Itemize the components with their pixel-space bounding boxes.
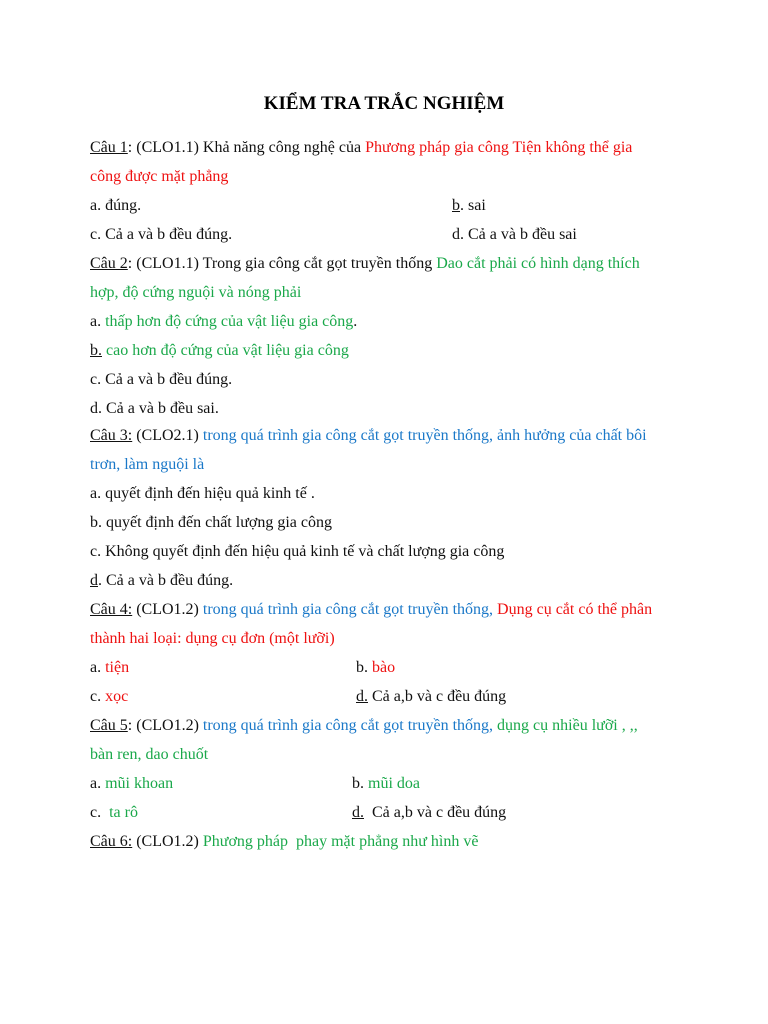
question-4-number: Câu 4: (90, 601, 133, 618)
question-3-clo: (CLO2.1) (132, 427, 203, 444)
question-5-option-c (90, 803, 138, 823)
question-3-option-d (90, 571, 233, 591)
page-title: KIỂM TRA TRẮC NGHIỆM (263, 93, 505, 114)
question-4-text-blue: trong quá trình gia công cắt gọt truyền thống, (202, 601, 498, 618)
question-1-clo: (CLO1.1) Khả năng công nghệ của (132, 139, 366, 156)
question-4-line-2: thành hai loại: dụng cụ đơn (một lưỡi) (90, 630, 335, 647)
question-4-clo: (CLO1.2) (132, 601, 203, 618)
question-2-clo: (CLO1.1) Trong gia công cắt gọt truyền thống (132, 255, 437, 272)
question-5-option-b-prefix: b. (352, 775, 368, 792)
question-1-option-a: a. đúng. (90, 197, 142, 214)
question-1-option-b (452, 196, 486, 216)
question-5-option-d-text: Cả a,b và c đều đúng (364, 804, 507, 821)
question-5-option-b (352, 774, 420, 794)
question-4-option-c-prefix: c. (90, 688, 106, 705)
question-1-option-b-letter: b (452, 197, 460, 214)
question-2-option-b-letter: b. (90, 342, 102, 359)
question-1-option-d: d. Cả a và b đều sai (452, 226, 577, 243)
question-5-line-2: bàn ren, dao chuốt (90, 746, 209, 763)
question-5-clo: (CLO1.2) (132, 717, 203, 734)
question-3-option-c: c. Không quyết định đến hiệu quả kinh tế và chất lượng gia công (90, 543, 505, 560)
question-1-option-b-text: . sai (460, 197, 486, 214)
question-5-option-b-text: mũi doa (368, 775, 420, 792)
question-4-text-red: Dụng cụ cắt có thể phân (497, 601, 653, 618)
question-2-text: Dao cắt phải có hình dạng thích (436, 255, 640, 272)
question-5-option-a (90, 774, 173, 794)
question-2-option-c: c. Cả a và b đều đúng. (90, 371, 233, 388)
question-1-colon: : (127, 139, 133, 156)
question-4-option-a-prefix: a. (90, 659, 106, 676)
question-4-option-c (90, 687, 128, 707)
question-3-option-d-letter: d (90, 572, 98, 589)
question-4-option-b (356, 658, 395, 678)
question-4-option-b-prefix: b. (356, 659, 372, 676)
question-2-option-d: d. Cả a và b đều sai. (90, 400, 219, 417)
question-4-option-a-text: tiện (105, 659, 130, 676)
question-2-line-2: hợp, độ cứng nguội và nóng phải (90, 284, 302, 301)
question-1-text: Phương pháp gia công Tiện không thể gia (365, 139, 633, 156)
question-4-option-d (356, 687, 506, 707)
question-5-option-c-prefix: c. (90, 804, 110, 821)
question-5-line-1 (90, 716, 638, 736)
question-2-option-a-prefix: a. (90, 313, 106, 330)
question-2-colon: : (127, 255, 133, 272)
question-6-number: Câu 6: (90, 833, 133, 850)
question-2-option-a (90, 312, 357, 332)
question-5-option-a-text: mũi khoan (105, 775, 174, 792)
question-2-number: Câu 2 (90, 255, 128, 272)
question-4-option-a (90, 658, 129, 678)
question-3-line-1 (90, 426, 647, 446)
question-4-option-d-letter: d. (356, 688, 368, 705)
question-4-option-b-text: bào (372, 659, 396, 676)
question-2-option-a-text: thấp hơn độ cứng của vật liệu gia công (105, 313, 354, 330)
question-3-number: Câu 3: (90, 427, 133, 444)
question-2-option-a-dot: . (353, 313, 358, 330)
question-5-text-blue: trong quá trình gia công cắt gọt truyền thống, (202, 717, 498, 734)
question-3-line-2: trơn, làm nguội là (90, 456, 205, 473)
question-1-line-2: công được mặt phẳng (90, 168, 229, 185)
question-5-colon: : (127, 717, 133, 734)
question-5-option-d-letter: d. (352, 804, 364, 821)
question-5-text-green: dụng cụ nhiều lưỡi , ,, (497, 717, 638, 734)
question-6-line-1 (90, 832, 478, 852)
question-3-option-d-text: . Cả a và b đều đúng. (98, 572, 234, 589)
question-2-option-b (90, 341, 349, 361)
question-6-clo: (CLO1.2) (132, 833, 203, 850)
question-4-line-1 (90, 600, 652, 620)
question-4-option-d-text: Cả a,b và c đều đúng (368, 688, 507, 705)
question-1-line-1 (90, 138, 632, 158)
question-3-text: trong quá trình gia công cắt gọt truyền thống, ảnh hưởng của chất bôi (202, 427, 647, 444)
question-6-text: Phương pháp phay mặt phẳng như hình vẽ (202, 833, 479, 850)
question-5-option-c-text: ta rô (109, 804, 138, 821)
question-3-option-a: a. quyết định đến hiệu quả kinh tế . (90, 485, 315, 502)
question-5-option-d (352, 803, 506, 823)
question-1-option-c: c. Cả a và b đều đúng. (90, 226, 233, 243)
question-2-line-1 (90, 254, 640, 274)
question-4-option-c-text: xọc (105, 688, 129, 705)
question-5-number: Câu 5 (90, 717, 128, 734)
question-2-option-b-text: cao hơn độ cứng của vật liệu gia công (102, 342, 349, 359)
question-5-option-a-prefix: a. (90, 775, 106, 792)
question-1-number: Câu 1 (90, 139, 128, 156)
question-3-option-b: b. quyết định đến chất lượng gia công (90, 514, 332, 531)
